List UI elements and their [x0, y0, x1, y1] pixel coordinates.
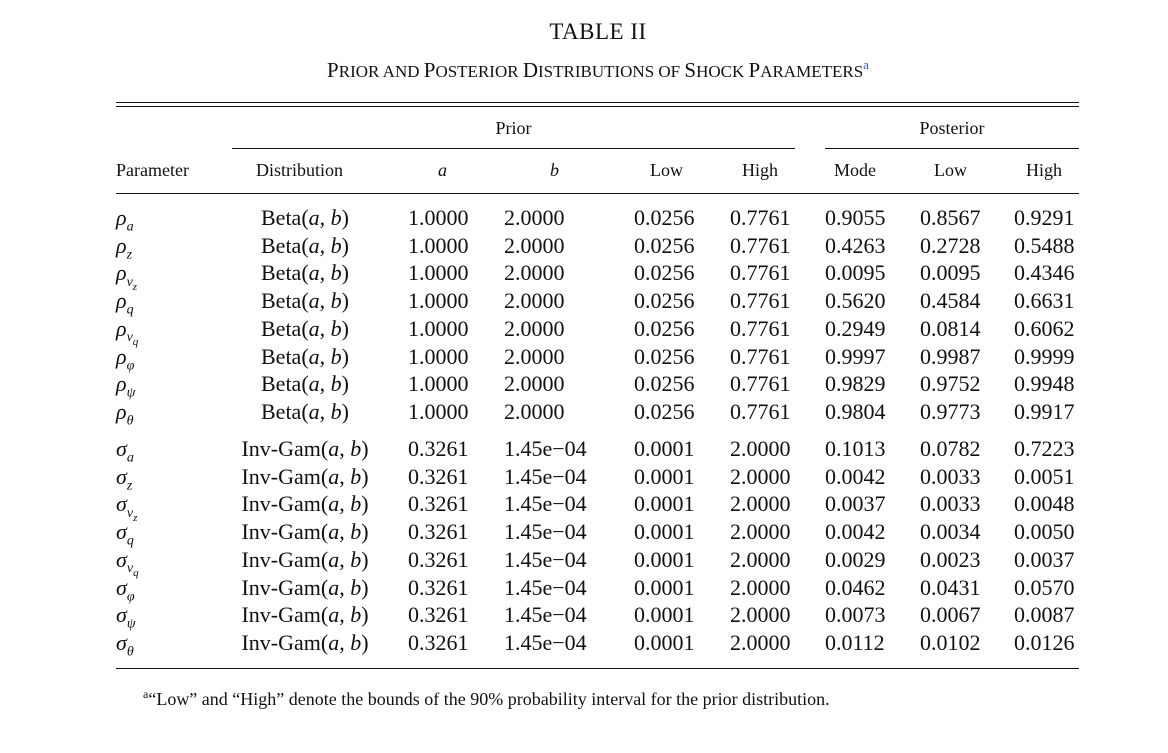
value-cell-low: 0.0001: [634, 491, 695, 517]
value-cell-low: 0.0256: [634, 398, 695, 424]
value-cell-phigh: 0.0051: [1014, 463, 1075, 489]
value-cell-mode: 0.9829: [825, 371, 886, 397]
value-cell-b: 2.0000: [504, 288, 565, 314]
distribution-cell: Beta(a, b): [261, 315, 349, 341]
distribution-cell: Beta(a, b): [261, 288, 349, 314]
param-symbol: $\rho_z$: [116, 232, 133, 263]
value-cell-phigh: 0.0037: [1014, 546, 1075, 572]
value-cell-a: 0.3261: [408, 602, 469, 628]
subtitle-text: PRIOR AND POSTERIOR DISTRIBUTIONS OF SHOCK PARAMETERS: [327, 58, 864, 82]
distribution-cell: Beta(a, b): [261, 343, 349, 369]
value-cell-high: 0.7761: [730, 315, 791, 341]
value-cell-b: 2.0000: [504, 315, 565, 341]
col-b-header: b: [550, 160, 559, 180]
col-a-header: a: [438, 160, 447, 180]
prior-group-header: Prior: [495, 118, 532, 138]
param-symbol: $\sigma_{\nu_z}$: [116, 491, 138, 524]
distribution-cell: Inv-Gam(a, b): [241, 436, 369, 461]
value-cell-mode: 0.5620: [825, 288, 886, 314]
value-cell-mode: 0.9997: [825, 343, 886, 369]
value-cell-low: 0.0256: [634, 343, 695, 369]
value-cell-low: 0.0001: [634, 629, 695, 655]
value-cell-high: 0.7761: [730, 205, 791, 230]
param-symbol: $\sigma_q$: [116, 519, 134, 549]
value-cell-high: 0.7761: [730, 343, 791, 369]
distribution-cell: Beta(a, b): [261, 232, 349, 258]
col-posterior-mode-header: Mode: [834, 160, 876, 180]
value-cell-b: 1.45e−04: [504, 436, 587, 461]
top-rule-outer: [116, 102, 1079, 103]
distribution-cell: Inv-Gam(a, b): [241, 491, 369, 517]
col-posterior-low-header: Low: [934, 160, 967, 180]
value-cell-plow: 0.0034: [920, 519, 981, 545]
value-cell-plow: 0.0095: [920, 260, 981, 286]
param-symbol: $\rho_{\nu_z}$: [116, 260, 138, 293]
value-cell-phigh: 0.9917: [1014, 398, 1075, 424]
value-cell-low: 0.0256: [634, 288, 695, 314]
footnote-mark-link[interactable]: a: [863, 57, 869, 72]
distribution-cell: Inv-Gam(a, b): [241, 463, 369, 489]
value-cell-mode: 0.0029: [825, 546, 886, 572]
value-cell-plow: 0.9752: [920, 371, 981, 397]
value-cell-b: 1.45e−04: [504, 574, 587, 600]
value-cell-high: 2.0000: [730, 602, 791, 628]
value-cell-plow: 0.0431: [920, 574, 981, 600]
value-cell-plow: 0.0033: [920, 491, 981, 517]
col-distribution-header: Distribution: [256, 160, 344, 180]
param-symbol: $\rho_q$: [116, 288, 134, 318]
value-cell-plow: 0.9987: [920, 343, 981, 369]
value-cell-high: 0.7761: [730, 398, 791, 424]
value-cell-phigh: 0.0048: [1014, 491, 1075, 517]
value-cell-b: 2.0000: [504, 398, 565, 424]
value-cell-a: 0.3261: [408, 491, 469, 517]
value-cell-phigh: 0.0050: [1014, 519, 1075, 545]
col-parameter-header: Parameter: [116, 160, 189, 180]
value-cell-low: 0.0256: [634, 260, 695, 286]
value-cell-b: 1.45e−04: [504, 491, 587, 517]
value-cell-phigh: 0.9291: [1014, 205, 1075, 230]
value-cell-a: 1.0000: [408, 288, 469, 314]
distribution-cell: Inv-Gam(a, b): [241, 546, 369, 572]
value-cell-high: 2.0000: [730, 436, 791, 461]
footnote-mark: a: [143, 687, 149, 701]
value-cell-phigh: 0.9948: [1014, 371, 1075, 397]
value-cell-a: 1.0000: [408, 205, 469, 230]
value-cell-mode: 0.9804: [825, 398, 886, 424]
value-cell-b: 2.0000: [504, 371, 565, 397]
value-cell-a: 0.3261: [408, 629, 469, 655]
table-subtitle: [0, 57, 1168, 83]
distribution-cell: Inv-Gam(a, b): [241, 602, 369, 628]
value-cell-plow: 0.8567: [920, 205, 981, 230]
value-cell-high: 2.0000: [730, 574, 791, 600]
value-cell-plow: 0.0102: [920, 629, 981, 655]
value-cell-high: 2.0000: [730, 463, 791, 489]
value-cell-b: 1.45e−04: [504, 602, 587, 628]
value-cell-high: 2.0000: [730, 546, 791, 572]
value-cell-mode: 0.4263: [825, 232, 886, 258]
value-cell-b: 2.0000: [504, 205, 565, 230]
value-cell-low: 0.0001: [634, 602, 695, 628]
value-cell-low: 0.0256: [634, 232, 695, 258]
value-cell-plow: 0.9773: [920, 398, 981, 424]
value-cell-b: 2.0000: [504, 343, 565, 369]
posterior-subrule: [825, 148, 1079, 149]
value-cell-low: 0.0256: [634, 205, 695, 230]
param-symbol: $\rho_{\nu_q}$: [116, 315, 139, 348]
value-cell-mode: 0.9055: [825, 205, 886, 230]
value-cell-high: 0.7761: [730, 371, 791, 397]
param-symbol: $\sigma_\theta$: [116, 629, 134, 660]
value-cell-mode: 0.1013: [825, 436, 886, 461]
footnote: [143, 687, 830, 710]
value-cell-plow: 0.0033: [920, 463, 981, 489]
value-cell-phigh: 0.5488: [1014, 232, 1075, 258]
value-cell-low: 0.0001: [634, 436, 695, 461]
distribution-cell: Inv-Gam(a, b): [241, 629, 369, 655]
value-cell-low: 0.0256: [634, 315, 695, 341]
value-cell-low: 0.0256: [634, 371, 695, 397]
value-cell-b: 2.0000: [504, 260, 565, 286]
value-cell-b: 2.0000: [504, 232, 565, 258]
value-cell-phigh: 0.0570: [1014, 574, 1075, 600]
col-prior-high-header: High: [742, 160, 778, 180]
top-rule-inner: [116, 106, 1079, 107]
value-cell-low: 0.0001: [634, 519, 695, 545]
value-cell-b: 1.45e−04: [504, 629, 587, 655]
value-cell-plow: 0.2728: [920, 232, 981, 258]
value-cell-a: 0.3261: [408, 463, 469, 489]
value-cell-a: 0.3261: [408, 574, 469, 600]
value-cell-plow: 0.0814: [920, 315, 981, 341]
value-cell-plow: 0.4584: [920, 288, 981, 314]
value-cell-phigh: 0.7223: [1014, 436, 1075, 461]
value-cell-phigh: 0.6631: [1014, 288, 1075, 314]
value-cell-plow: 0.0782: [920, 436, 981, 461]
value-cell-plow: 0.0023: [920, 546, 981, 572]
value-cell-a: 0.3261: [408, 546, 469, 572]
distribution-cell: Beta(a, b): [261, 260, 349, 286]
posterior-group-header: Posterior: [919, 118, 985, 138]
value-cell-phigh: 0.0087: [1014, 602, 1075, 628]
value-cell-mode: 0.0042: [825, 519, 886, 545]
value-cell-high: 0.7761: [730, 232, 791, 258]
value-cell-a: 1.0000: [408, 398, 469, 424]
param-symbol: $\rho_\theta$: [116, 398, 134, 429]
value-cell-mode: 0.0073: [825, 602, 886, 628]
param-symbol: $\sigma_\varphi$: [116, 574, 135, 604]
param-symbol: $\rho_\psi$: [116, 371, 136, 401]
value-cell-mode: 0.0112: [825, 629, 885, 655]
footnote-text: “Low” and “High” denote the bounds of the 90% probability interval for the prior distribution.: [148, 689, 830, 709]
param-symbol: $\rho_a$: [116, 205, 134, 235]
distribution-cell: Beta(a, b): [261, 371, 349, 397]
value-cell-phigh: 0.4346: [1014, 260, 1075, 286]
value-cell-high: 2.0000: [730, 491, 791, 517]
table-title: TABLE II: [549, 19, 647, 44]
bottom-rule: [116, 668, 1079, 669]
value-cell-mode: 0.0037: [825, 491, 886, 517]
param-symbol: $\sigma_a$: [116, 436, 134, 466]
col-prior-low-header: Low: [650, 160, 683, 180]
value-cell-mode: 0.0095: [825, 260, 886, 286]
value-cell-high: 0.7761: [730, 260, 791, 286]
value-cell-a: 1.0000: [408, 343, 469, 369]
value-cell-plow: 0.0067: [920, 602, 981, 628]
value-cell-phigh: 0.6062: [1014, 315, 1075, 341]
value-cell-a: 1.0000: [408, 371, 469, 397]
value-cell-high: 0.7761: [730, 288, 791, 314]
value-cell-phigh: 0.0126: [1014, 629, 1075, 655]
value-cell-high: 2.0000: [730, 629, 791, 655]
value-cell-mode: 0.0042: [825, 463, 886, 489]
value-cell-a: 1.0000: [408, 315, 469, 341]
distribution-cell: Inv-Gam(a, b): [241, 519, 369, 545]
value-cell-low: 0.0001: [634, 463, 695, 489]
value-cell-a: 1.0000: [408, 232, 469, 258]
value-cell-mode: 0.2949: [825, 315, 886, 341]
distribution-cell: Beta(a, b): [261, 398, 349, 424]
value-cell-low: 0.0001: [634, 574, 695, 600]
param-symbol: $\rho_\varphi$: [116, 343, 135, 373]
value-cell-a: 0.3261: [408, 519, 469, 545]
param-symbol: $\sigma_\psi$: [116, 602, 136, 632]
value-cell-a: 1.0000: [408, 260, 469, 286]
header-rule: [116, 193, 1079, 194]
param-symbol: $\sigma_{\nu_q}$: [116, 546, 139, 579]
value-cell-low: 0.0001: [634, 546, 695, 572]
distribution-cell: Inv-Gam(a, b): [241, 574, 369, 600]
distribution-cell: Beta(a, b): [261, 205, 349, 230]
value-cell-phigh: 0.9999: [1014, 343, 1075, 369]
col-posterior-high-header: High: [1026, 160, 1062, 180]
prior-subrule: [232, 148, 795, 149]
param-symbol: $\sigma_z$: [116, 463, 133, 494]
value-cell-high: 2.0000: [730, 519, 791, 545]
value-cell-b: 1.45e−04: [504, 546, 587, 572]
value-cell-b: 1.45e−04: [504, 519, 587, 545]
value-cell-a: 0.3261: [408, 436, 469, 461]
value-cell-mode: 0.0462: [825, 574, 886, 600]
value-cell-b: 1.45e−04: [504, 463, 587, 489]
